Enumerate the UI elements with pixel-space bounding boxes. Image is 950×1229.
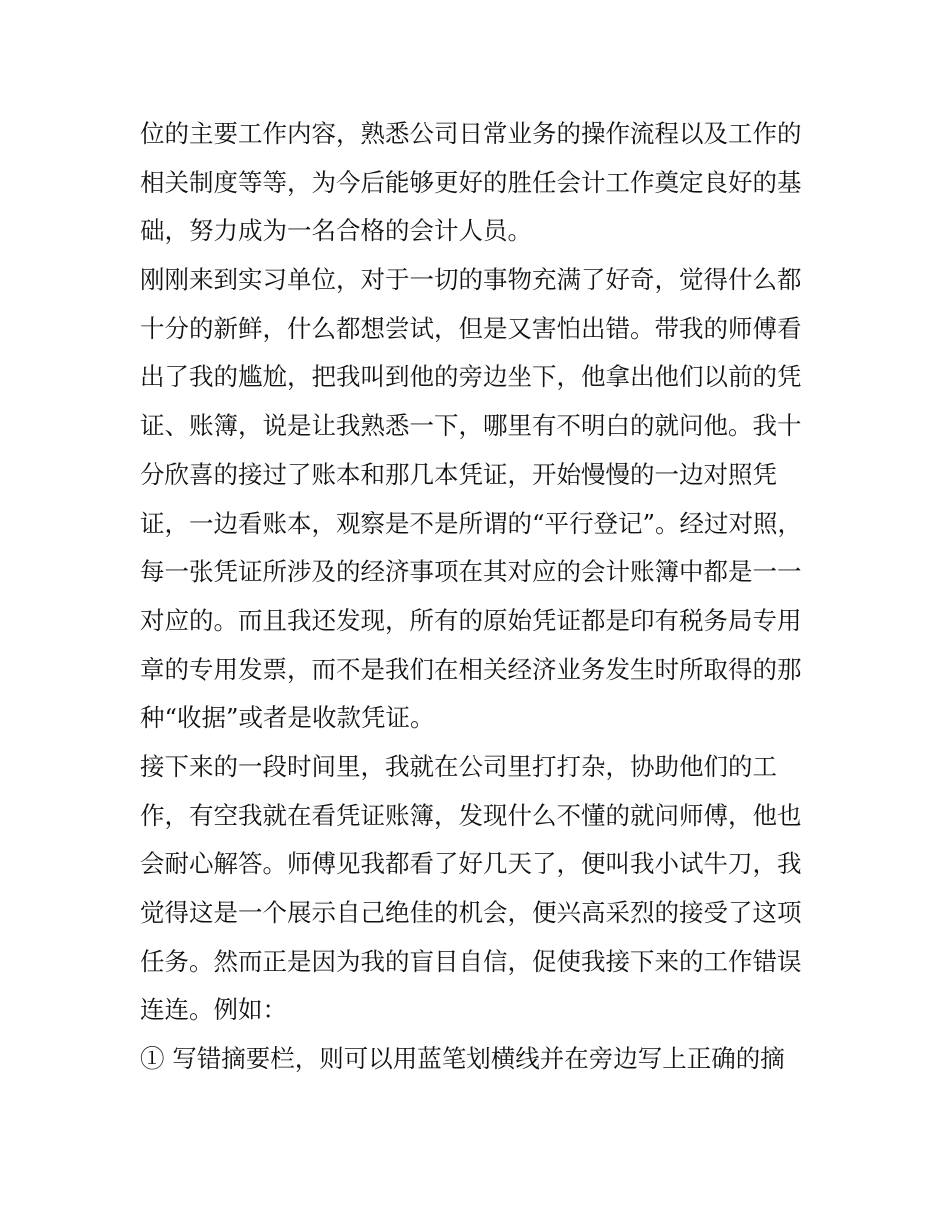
text-line: 章的专用发票，而不是我们在相关经济业务发生时所取得的那	[140, 654, 802, 684]
text-line: 任务。然而正是因为我的盲目自信，促使我接下来的工作错误	[140, 946, 802, 976]
text-line: 刚刚来到实习单位，对于一切的事物充满了好奇，觉得什么都	[140, 265, 802, 295]
text-line: 出了我的尴尬，把我叫到他的旁边坐下，他拿出他们以前的凭	[140, 362, 802, 392]
text-line: 证、账簿，说是让我熟悉一下，哪里有不明白的就问他。我十	[140, 411, 802, 441]
text-line: 对应的。而且我还发现，所有的原始凭证都是印有税务局专用	[140, 605, 802, 635]
text-line: 每一张凭证所涉及的经济事项在其对应的会计账簿中都是一一	[140, 557, 802, 587]
text-line: 会耐心解答。师傅见我都看了好几天了，便叫我小试牛刀，我	[140, 849, 802, 879]
text-line: 种“收据”或者是收款凭证。	[140, 703, 435, 733]
document-body	[140, 110, 820, 1084]
text-line: 接下来的一段时间里，我就在公司里打打杂，协助他们的工	[140, 751, 777, 781]
text-line: 证，一边看账本，观察是不是所谓的“平行登记”。经过对照，	[140, 508, 803, 538]
text-line: ① 写错摘要栏，则可以用蓝笔划横线并在旁边写上正确的摘	[140, 1044, 785, 1074]
text-line: 相关制度等等，为今后能够更好的胜任会计工作奠定良好的基	[140, 167, 802, 197]
text-line: 连连。例如：	[140, 995, 287, 1025]
text-line: 作，有空我就在看凭证账簿，发现什么不懂的就问师傅，他也	[140, 800, 802, 830]
text-line: 十分的新鲜，什么都想尝试，但是又害怕出错。带我的师傅看	[140, 313, 802, 343]
text-line: 觉得这是一个展示自己绝佳的机会，便兴高采烈的接受了这项	[140, 898, 802, 927]
text-line: 础，努力成为一名合格的会计人员。	[140, 216, 532, 246]
text-line: 分欣喜的接过了账本和那几本凭证，开始慢慢的一边对照凭	[140, 459, 777, 489]
text-line: 位的主要工作内容，熟悉公司日常业务的操作流程以及工作的	[140, 119, 802, 148]
